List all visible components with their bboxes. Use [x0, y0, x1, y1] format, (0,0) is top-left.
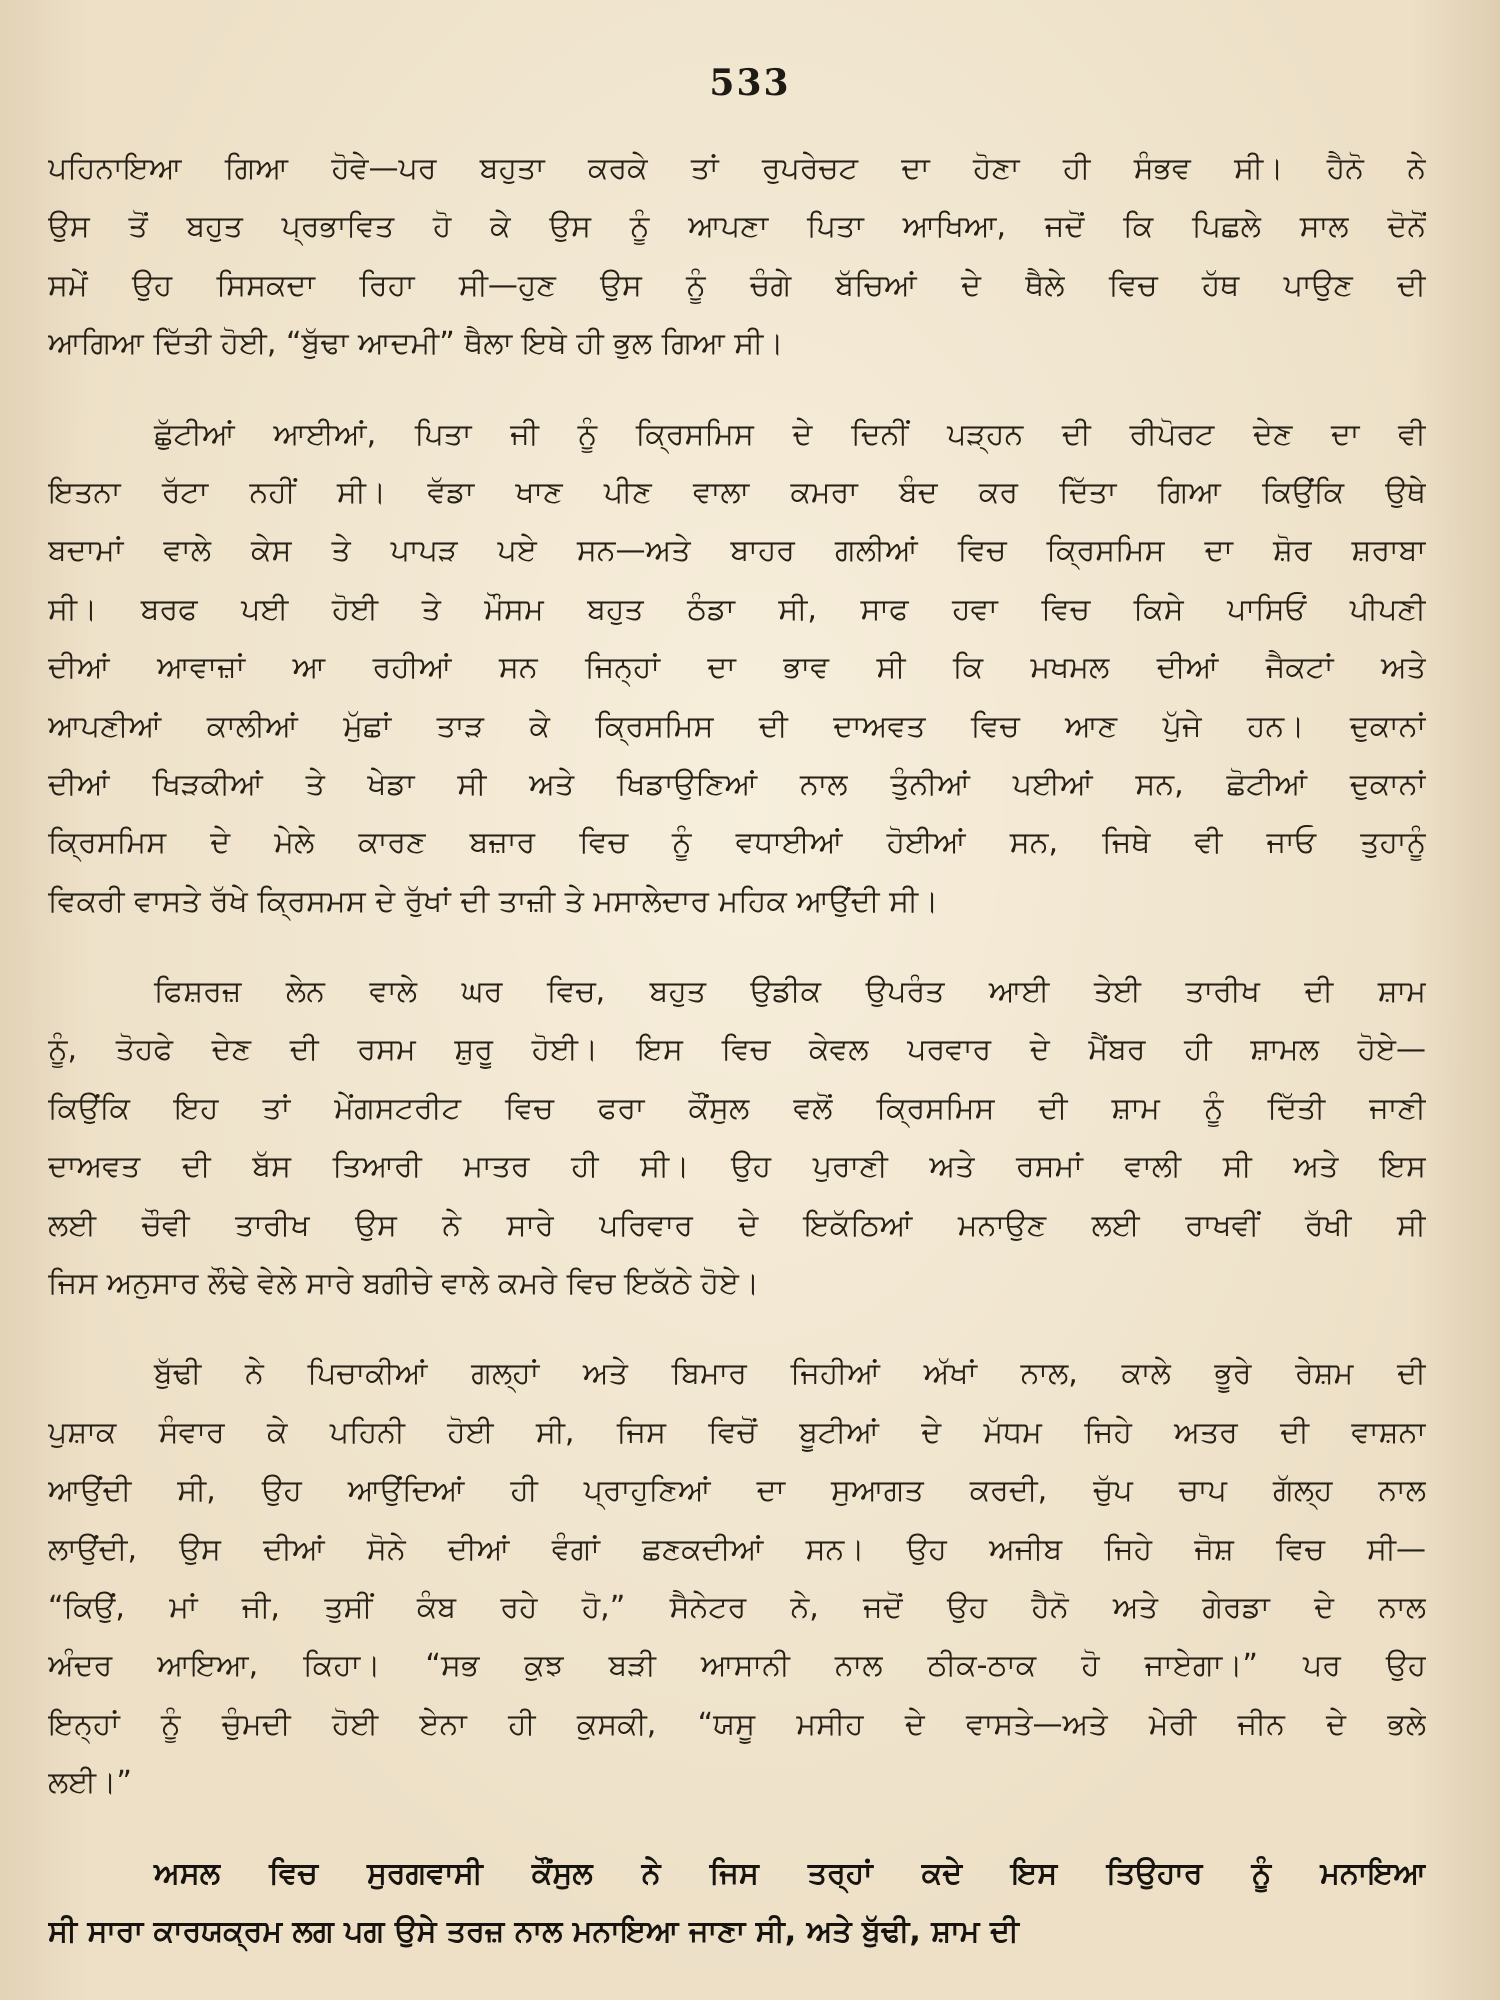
- text-line: ਅਸਲ ਵਿਚ ਸੁਰਗਵਾਸੀ ਕੌਂਸੁਲ ਨੇ ਜਿਸ ਤਰ੍ਹਾਂ ਕਦੇ ਇਸ ਤਿਉਹਾਰ ਨੂੰ ਮਨਾਇਆ: [154, 1855, 1426, 1891]
- text-line: ਪੁਸ਼ਾਕ ਸੰਵਾਰ ਕੇ ਪਹਿਨੀ ਹੋਈ ਸੀ, ਜਿਸ ਵਿਚੋਂ ਬੂਟੀਆਂ ਦੇ ਮੱਧਮ ਜਿਹੇ ਅਤਰ ਦੀ ਵਾਸ਼ਨਾ: [48, 1414, 1426, 1450]
- text-line: ਲਈ।”: [48, 1765, 132, 1801]
- text-line: ਕ੍ਰਿਸਮਿਸ ਦੇ ਮੇਲੇ ਕਾਰਣ ਬਜ਼ਾਰ ਵਿਚ ਨੂੰ ਵਧਾਈਆਂ ਹੋਈਆਂ ਸਨ, ਜਿਥੇ ਵੀ ਜਾਓ ਤੁਹਾਨੂੰ: [48, 825, 1426, 861]
- text-line: ਆਗਿਆ ਦਿੱਤੀ ਹੋਈ, “ਬੁੱਢਾ ਆਦਮੀ” ਥੈਲਾ ਇਥੇ ਹੀ ਭੁਲ ਗਿਆ ਸੀ।: [48, 326, 784, 362]
- page-number: 533: [709, 62, 791, 104]
- text-line: ਆਉਂਦੀ ਸੀ, ਉਹ ਆਉਂਦਿਆਂ ਹੀ ਪ੍ਰਾਹੁਣਿਆਂ ਦਾ ਸੁਆਗਤ ਕਰਦੀ, ਚੁੱਪ ਚਾਪ ਗੱਲ੍ਹ ਨਾਲ: [48, 1473, 1426, 1509]
- text-line: ਜਿਸ ਅਨੁਸਾਰ ਲੌਢੇ ਵੇਲੇ ਸਾਰੇ ਬਗੀਚੇ ਵਾਲੇ ਕਮਰੇ ਵਿਚ ਇਕੱਠੇ ਹੋਏ।: [48, 1266, 760, 1302]
- paragraph: [48, 406, 1426, 932]
- text-line: ਨੂੰ, ਤੋਹਫੇ ਦੇਣ ਦੀ ਰਸਮ ਸ਼ੁਰੂ ਹੋਈ। ਇਸ ਵਿਚ ਕੇਵਲ ਪਰਵਾਰ ਦੇ ਮੈਂਬਰ ਹੀ ਸ਼ਾਮਲ ਹੋਏ—: [48, 1032, 1426, 1068]
- text-line: ਕਿਉਂਕਿ ਇਹ ਤਾਂ ਮੇਂਗਸਟਰੀਟ ਵਿਚ ਫਰਾ ਕੌਂਸੁਲ ਵਲੋਂ ਕ੍ਰਿਸਮਿਸ ਦੀ ਸ਼ਾਮ ਨੂੰ ਦਿੱਤੀ ਜਾਣੀ: [48, 1090, 1426, 1126]
- text-line: ਛੁੱਟੀਆਂ ਆਈਆਂ, ਪਿਤਾ ਜੀ ਨੂੰ ਕ੍ਰਿਸਮਿਸ ਦੇ ਦਿਨੀਂ ਪੜ੍ਹਨ ਦੀ ਰੀਪੋਰਟ ਦੇਣ ਦਾ ਵੀ: [154, 416, 1426, 452]
- text-line: ਸੀ ਸਾਰਾ ਕਾਰਯਕ੍ਰਮ ਲਗ ਪਗ ਉਸੇ ਤਰਜ਼ ਨਾਲ ਮਨਾਇਆ ਜਾਣਾ ਸੀ, ਅਤੇ ਬੁੱਢੀ, ਸ਼ਾਮ ਦੀ: [48, 1913, 1019, 1949]
- body-text: [48, 140, 1426, 1993]
- paragraph: [48, 140, 1426, 374]
- text-line: ਇਨ੍ਹਾਂ ਨੂੰ ਚੁੰਮਦੀ ਹੋਈ ਏਨਾ ਹੀ ਕੁਸਕੀ, “ਯਸੂ ਮਸੀਹ ਦੇ ਵਾਸਤੇ—ਅਤੇ ਮੇਰੀ ਜੀਨ ਦੇ ਭਲੇ: [48, 1706, 1426, 1742]
- text-line: ਪਹਿਨਾਇਆ ਗਿਆ ਹੋਵੇ—ਪਰ ਬਹੁਤਾ ਕਰਕੇ ਤਾਂ ਰੁਪਰੇਚਟ ਦਾ ਹੋਣਾ ਹੀ ਸੰਭਵ ਸੀ। ਹੈਨੋ ਨੇ: [48, 151, 1426, 186]
- text-line: ਸੀ। ਬਰਫ ਪਈ ਹੋਈ ਤੇ ਮੌਸਮ ਬਹੁਤ ਠੰਡਾ ਸੀ, ਸਾਫ ਹਵਾ ਵਿਚ ਕਿਸੇ ਪਾਸਿਓਂ ਪੀਪਣੀ: [48, 591, 1426, 627]
- text-line: ਬਦਾਮਾਂ ਵਾਲੇ ਕੇਸ ਤੇ ਪਾਪੜ ਪਏ ਸਨ—ਅਤੇ ਬਾਹਰ ਗਲੀਆਂ ਵਿਚ ਕ੍ਰਿਸਮਿਸ ਦਾ ਸ਼ੋਰ ਸ਼ਰਾਬਾ: [48, 533, 1426, 569]
- text-line: ਦੀਆਂ ਖਿੜਕੀਆਂ ਤੇ ਖੇਡਾ ਸੀ ਅਤੇ ਖਿਡਾਉਣਿਆਂ ਨਾਲ ਤੁੰਨੀਆਂ ਪਈਆਂ ਸਨ, ਛੋਟੀਆਂ ਦੁਕਾਨਾਂ: [48, 766, 1426, 802]
- text-line: ਦੀਆਂ ਆਵਾਜ਼ਾਂ ਆ ਰਹੀਆਂ ਸਨ ਜਿਨ੍ਹਾਂ ਦਾ ਭਾਵ ਸੀ ਕਿ ਮਖਮਲ ਦੀਆਂ ਜੈਕਟਾਂ ਅਤੇ: [48, 650, 1426, 686]
- text-line: ਉਸ ਤੋਂ ਬਹੁਤ ਪ੍ਰਭਾਵਿਤ ਹੋ ਕੇ ਉਸ ਨੂੰ ਆਪਣਾ ਪਿਤਾ ਆਖਿਆ, ਜਦੋਂ ਕਿ ਪਿਛਲੇ ਸਾਲ ਦੋਨੋਂ: [48, 209, 1426, 245]
- text-line: ਸਮੇਂ ਉਹ ਸਿਸਕਦਾ ਰਿਹਾ ਸੀ—ਹੁਣ ਉਸ ਨੂੰ ਚੰਗੇ ਬੱਚਿਆਂ ਦੇ ਥੈਲੇ ਵਿਚ ਹੱਥ ਪਾਉਣ ਦੀ: [48, 267, 1426, 303]
- text-line: ਅੰਦਰ ਆਇਆ, ਕਿਹਾ। “ਸਭ ਕੁਝ ਬੜੀ ਆਸਾਨੀ ਨਾਲ ਠੀਕ-ਠਾਕ ਹੋ ਜਾਏਗਾ।” ਪਰ ਉਹ: [48, 1648, 1426, 1684]
- text-line: ਦਾਅਵਤ ਦੀ ਬੱਸ ਤਿਆਰੀ ਮਾਤਰ ਹੀ ਸੀ। ਉਹ ਪੁਰਾਣੀ ਅਤੇ ਰਸਮਾਂ ਵਾਲੀ ਸੀ ਅਤੇ ਇਸ: [48, 1149, 1426, 1185]
- paragraph: [48, 963, 1426, 1313]
- text-line: ਵਿਕਰੀ ਵਾਸਤੇ ਰੱਖੇ ਕ੍ਰਿਸਮਸ ਦੇ ਰੁੱਖਾਂ ਦੀ ਤਾਜ਼ੀ ਤੇ ਮਸਾਲੇਦਾਰ ਮਹਿਕ ਆਉਂਦੀ ਸੀ।: [48, 883, 939, 919]
- text-line: ਆਪਣੀਆਂ ਕਾਲੀਆਂ ਮੁੱਛਾਂ ਤਾੜ ਕੇ ਕ੍ਰਿਸਮਿਸ ਦੀ ਦਾਅਵਤ ਵਿਚ ਆਣ ਪੁੱਜੇ ਹਨ। ਦੁਕਾਨਾਂ: [48, 708, 1426, 744]
- text-line: ਲਾਉਂਦੀ, ਉਸ ਦੀਆਂ ਸੋਨੇ ਦੀਆਂ ਵੰਗਾਂ ਛਣਕਦੀਆਂ ਸਨ। ਉਹ ਅਜੀਬ ਜਿਹੇ ਜੋਸ਼ ਵਿਚ ਸੀ—: [48, 1531, 1426, 1567]
- text-line: ਬੁੱਢੀ ਨੇ ਪਿਚਾਕੀਆਂ ਗਲ੍ਹਾਂ ਅਤੇ ਬਿਮਾਰ ਜਿਹੀਆਂ ਅੱਖਾਂ ਨਾਲ, ਕਾਲੇ ਭੂਰੇ ਰੇਸ਼ਮ ਦੀ: [154, 1356, 1426, 1392]
- text-line: ਲਈ ਚੌਵੀ ਤਾਰੀਖ ਉਸ ਨੇ ਸਾਰੇ ਪਰਿਵਾਰ ਦੇ ਇਕੱਠਿਆਂ ਮਨਾਉਣ ਲਈ ਰਾਖਵੀਂ ਰੱਖੀ ਸੀ: [48, 1207, 1426, 1243]
- text-line: ਇਤਨਾ ਰੱਟਾ ਨਹੀਂ ਸੀ। ਵੱਡਾ ਖਾਣ ਪੀਣ ਵਾਲਾ ਕਮਰਾ ਬੰਦ ਕਰ ਦਿੱਤਾ ਗਿਆ ਕਿਉਂਕਿ ਉਥੇ: [48, 474, 1426, 510]
- paragraph: [48, 1345, 1426, 1812]
- paragraph: [48, 1845, 1426, 1962]
- text-line: “ਕਿਉਂ, ਮਾਂ ਜੀ, ਤੁਸੀਂ ਕੰਬ ਰਹੇ ਹੋ,” ਸੈਨੇਟਰ ਨੇ, ਜਦੋਂ ਉਹ ਹੈਨੋ ਅਤੇ ਗੇਰਡਾ ਦੇ ਨਾਲ: [48, 1589, 1426, 1625]
- text-line: ਫਿਸ਼ਰਜ਼ ਲੇਨ ਵਾਲੇ ਘਰ ਵਿਚ, ਬਹੁਤ ਉਡੀਕ ਉਪਰੰਤ ਆਈ ਤੇਈ ਤਾਰੀਖ ਦੀ ਸ਼ਾਮ: [154, 974, 1426, 1010]
